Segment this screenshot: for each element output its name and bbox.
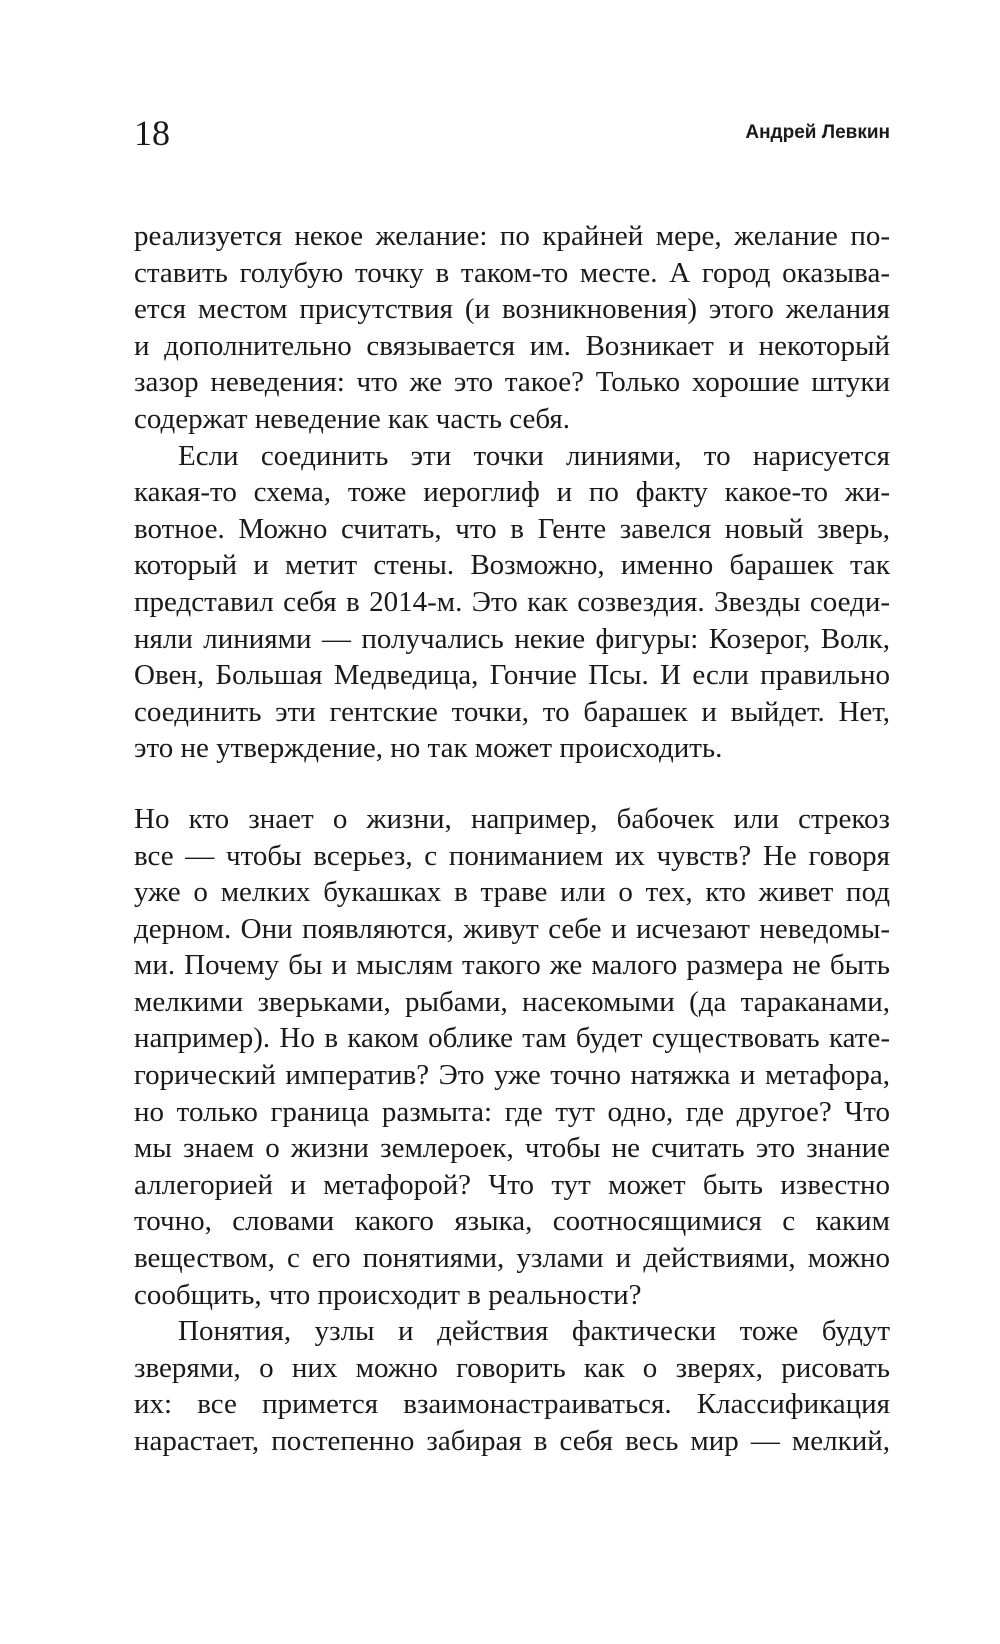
text-line: ми. Почему бы и мыслям такого же малого размера не быть (134, 949, 890, 982)
text-line: дерном. Они появляются, живут себе и исчезают неведомы- (134, 912, 890, 945)
text-line: соединить эти гентские точки, то барашек и выйдет. Нет, (134, 695, 890, 728)
paragraph (134, 1313, 890, 1459)
page-number: 18 (134, 113, 170, 153)
text-line: это не утверждение, но так может происходить. (134, 732, 723, 765)
text-line: например). Но в каком облике там будет существовать кате- (134, 1022, 890, 1055)
text-line: зазор неведения: что же это такое? Только хорошие штуки (134, 366, 890, 399)
text-line: вотное. Можно считать, что в Генте завелся новый зверь, (134, 512, 890, 545)
text-line: няли линиями — получались некие фигуры: Козерог, Волк, (134, 622, 890, 655)
text-line: зверями, о них можно говорить как о зверях, рисовать (134, 1351, 890, 1384)
text-line: мелкими зверьками, рыбами, насекомыми (да тараканами, (134, 985, 890, 1018)
text-line: Но кто знает о жизни, например, бабочек или стрекоз (134, 802, 890, 835)
text-line: мы знаем о жизни землероек, чтобы не считать это знание (134, 1132, 890, 1165)
page-header (134, 108, 890, 158)
running-head-author: Андрей Левкин (745, 122, 890, 143)
text-line: Овен, Большая Медведица, Гончие Псы. И если правильно (134, 659, 890, 692)
text-line: и дополнительно связывается им. Возникает и некоторый (134, 329, 890, 362)
paragraph (134, 801, 890, 1313)
text-line: Если соединить эти точки линиями, то нарисуется (178, 439, 890, 472)
section-break (134, 767, 890, 801)
text-line: представил себя в 2014-м. Это как созвездия. Звезды соеди- (134, 585, 890, 618)
body-text (134, 218, 890, 1460)
text-line: аллегорией и метафорой? Что тут может быть известно (134, 1168, 890, 1201)
text-line: уже о мелких букашках в траве или о тех, кто живет под (134, 876, 890, 909)
paragraph (134, 438, 890, 767)
text-line: веществом, с его понятиями, узлами и действиями, можно (134, 1242, 890, 1275)
text-line: реализуется некое желание: по крайней мере, желание по- (134, 220, 890, 252)
text-line: ставить голубую точку в таком-то месте. А город оказыва- (134, 256, 890, 289)
text-line: Понятия, узлы и действия фактически тоже будут (178, 1315, 890, 1348)
text-line: но только граница размыта: где тут одно, где другое? Что (134, 1095, 890, 1128)
text-line: нарастает, постепенно забирая в себя весь мир — мелкий, (134, 1425, 890, 1457)
text-line: какая-то схема, тоже иероглиф и по факту какое-то жи- (134, 476, 890, 509)
text-line: все — чтобы всерьез, с пониманием их чувств? Не говоря (134, 839, 890, 872)
text-line: горический императив? Это уже точно натяжка и метафора, (134, 1059, 890, 1092)
paragraph (134, 218, 890, 438)
text-line: содержат неведение как часть себя. (134, 402, 570, 435)
text-line: их: все примется взаимонастраиваться. Классификация (134, 1388, 890, 1421)
text-line: который и метит стены. Возможно, именно барашек так (134, 549, 890, 582)
text-line: точно, словами какого языка, соотносящимися с каким (134, 1205, 890, 1238)
text-line: сообщить, что происходит в реальности? (134, 1278, 642, 1311)
text-line: ется местом присутствия (и возникновения) этого желания (134, 293, 890, 326)
